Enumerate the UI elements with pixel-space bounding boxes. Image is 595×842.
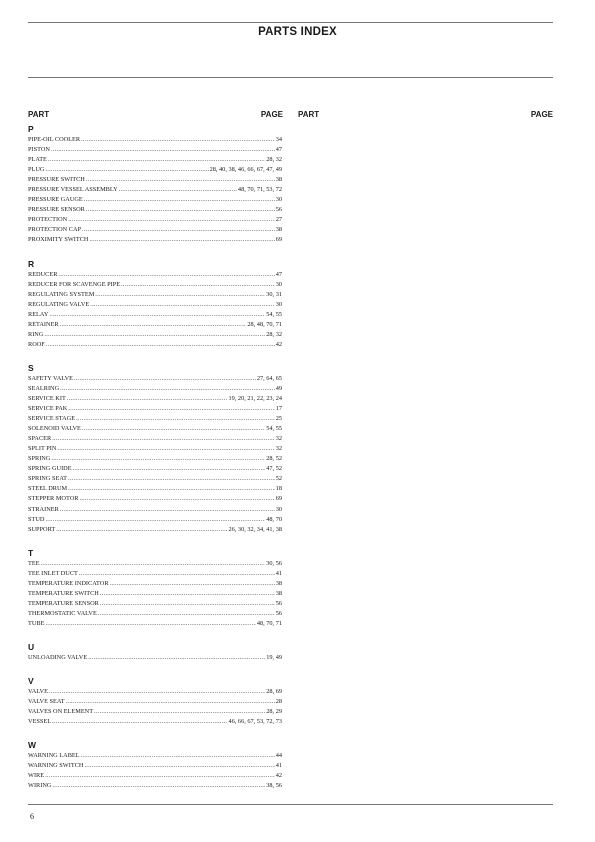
page-references: 49 xyxy=(275,384,282,392)
page-references: 32 xyxy=(275,445,282,453)
index-entry xyxy=(28,300,282,310)
footer-rule xyxy=(28,804,553,805)
page-references: 26, 30, 32, 34, 41, 38 xyxy=(228,525,282,533)
index-entry xyxy=(28,569,282,579)
part-name: REDUCER FOR SCAVENGE PIPE xyxy=(28,280,121,288)
dot-leader xyxy=(84,195,275,205)
part-name: SPRING SEAT xyxy=(28,475,68,483)
index-entry xyxy=(28,717,282,727)
index-entry xyxy=(28,697,282,707)
left-column-header xyxy=(28,110,283,119)
index-entry xyxy=(28,454,282,464)
part-name: VALVE xyxy=(28,688,48,696)
index-entry xyxy=(28,619,282,629)
index-entry xyxy=(28,155,282,165)
part-name: SUPPORT xyxy=(28,525,56,533)
index-entry xyxy=(28,464,282,474)
dot-leader xyxy=(49,687,265,697)
page-references: 56 xyxy=(275,609,282,617)
part-name: SEALRING xyxy=(28,384,60,392)
index-entry xyxy=(28,320,282,330)
part-name: WARNING LABEL xyxy=(28,752,80,760)
index-entry xyxy=(28,175,282,185)
dot-leader xyxy=(88,653,265,663)
page-number: 6 xyxy=(30,812,34,821)
dot-leader xyxy=(52,781,265,791)
index-entry xyxy=(28,474,282,484)
part-name: PLATE xyxy=(28,156,47,164)
index-entry xyxy=(28,280,282,290)
dot-leader xyxy=(67,394,228,404)
index-entry xyxy=(28,384,282,394)
index-entry xyxy=(28,707,282,717)
part-name: SERVICE STAGE xyxy=(28,415,76,423)
index-entry xyxy=(28,599,282,609)
dot-leader xyxy=(56,525,227,535)
index-entry xyxy=(28,444,282,454)
part-name: TEE xyxy=(28,559,40,567)
dot-leader xyxy=(84,761,274,771)
dot-leader xyxy=(81,135,275,145)
dot-leader xyxy=(73,464,266,474)
part-name: VALVES ON ELEMENT xyxy=(28,708,94,716)
dot-leader xyxy=(68,474,275,484)
page-references: 54, 55 xyxy=(266,425,282,433)
dot-leader xyxy=(86,205,275,215)
dot-leader xyxy=(76,414,275,424)
dot-leader xyxy=(48,155,265,165)
part-name: PRESSURE SENSOR xyxy=(28,206,85,214)
index-section-u xyxy=(28,642,282,663)
part-name: PRESSURE SWITCH xyxy=(28,176,85,184)
section-letter: P xyxy=(28,124,34,134)
page-references: 28 xyxy=(275,698,282,706)
part-name: STEEL DRUM xyxy=(28,485,68,493)
part-name: REGULATING VALVE xyxy=(28,300,90,308)
index-entry xyxy=(28,235,282,245)
index-entry xyxy=(28,205,282,215)
index-section-p xyxy=(28,124,282,246)
page-references: 30, 56 xyxy=(266,559,282,567)
part-name: PROTECTION CAP xyxy=(28,226,82,234)
dot-leader xyxy=(68,215,275,225)
dot-leader xyxy=(58,270,274,280)
header-bottom-rule xyxy=(28,77,553,78)
page-references: 56 xyxy=(275,206,282,214)
dot-leader xyxy=(86,175,275,185)
index-entry xyxy=(28,414,282,424)
dot-leader xyxy=(45,619,255,629)
section-letter: T xyxy=(28,547,34,558)
index-entry xyxy=(28,195,282,205)
part-name: TEMPERATURE SENSOR xyxy=(28,599,99,607)
index-entry xyxy=(28,310,282,320)
page-references: 44 xyxy=(275,752,282,760)
dot-leader xyxy=(60,505,275,515)
page-references: 52 xyxy=(275,475,282,483)
dot-leader xyxy=(74,374,256,384)
index-entry xyxy=(28,394,282,404)
page-references: 30 xyxy=(275,505,282,513)
index-entry xyxy=(28,771,282,781)
page-references: 47 xyxy=(275,146,282,154)
page-references: 25 xyxy=(275,415,282,423)
dot-leader xyxy=(119,185,237,195)
page-references: 48, 70, 71, 53, 72 xyxy=(237,186,282,194)
parts-index-list xyxy=(28,124,282,804)
page-references: 47 xyxy=(275,270,282,278)
dot-leader xyxy=(66,697,275,707)
index-entry xyxy=(28,290,282,300)
dot-leader xyxy=(45,515,265,525)
page-references: 42 xyxy=(275,340,282,348)
index-entry xyxy=(28,687,282,697)
part-name: WIRING xyxy=(28,782,52,790)
part-name: SPRING xyxy=(28,455,51,463)
part-name: STEPPER MOTOR xyxy=(28,495,79,503)
index-entry xyxy=(28,761,282,771)
index-entry xyxy=(28,145,282,155)
dot-leader xyxy=(90,300,274,310)
part-name: PRESSURE VESSEL ASSEMBLY xyxy=(28,186,118,194)
dot-leader xyxy=(82,424,265,434)
part-name: THERMOSTATIC VALVE xyxy=(28,609,97,617)
page-title: PARTS INDEX xyxy=(258,26,337,38)
index-entry xyxy=(28,525,282,535)
part-name: SOLENOID VALVE xyxy=(28,425,81,433)
dot-leader xyxy=(110,579,275,589)
index-entry xyxy=(28,374,282,384)
part-name: REGULATING SYSTEM xyxy=(28,290,95,298)
page-references: 27, 64, 65 xyxy=(256,374,282,382)
page-references: 28, 32 xyxy=(266,330,282,338)
index-entry xyxy=(28,165,282,175)
part-name: SPACER xyxy=(28,435,52,443)
page-references: 18 xyxy=(275,485,282,493)
part-name: SPLIT PIN xyxy=(28,445,57,453)
part-name: SERVICE KIT xyxy=(28,394,66,402)
dot-leader xyxy=(95,290,265,300)
index-entry xyxy=(28,751,282,761)
page-references: 42 xyxy=(275,772,282,780)
dot-leader xyxy=(52,717,227,727)
page-references: 28, 29 xyxy=(266,708,282,716)
page-references: 38, 56 xyxy=(266,782,282,790)
dot-leader xyxy=(100,589,275,599)
index-section-t xyxy=(28,548,282,629)
index-entry xyxy=(28,434,282,444)
dot-leader xyxy=(60,384,275,394)
dot-leader xyxy=(49,310,265,320)
index-section-v xyxy=(28,676,282,727)
section-letter: V xyxy=(28,676,34,687)
page-references: 38 xyxy=(275,176,282,184)
index-section-r xyxy=(28,259,282,350)
dot-leader xyxy=(81,751,275,761)
part-name: TEMPERATURE SWITCH xyxy=(28,589,99,597)
dot-leader xyxy=(60,320,247,330)
index-entry xyxy=(28,653,282,663)
page-references: 56 xyxy=(275,599,282,607)
part-name: SAFETY VALVE xyxy=(28,374,73,382)
right-column-header xyxy=(298,110,553,119)
part-name: REDUCER xyxy=(28,270,58,278)
page-references: 48, 70, 71 xyxy=(256,619,282,627)
dot-leader xyxy=(79,494,274,504)
dot-leader xyxy=(51,145,275,155)
part-column-label: PART xyxy=(28,110,50,119)
page-references: 41 xyxy=(275,762,282,770)
dot-leader xyxy=(79,569,275,579)
index-entry xyxy=(28,404,282,414)
page-references: 30 xyxy=(275,196,282,204)
index-entry xyxy=(28,589,282,599)
dot-leader xyxy=(121,280,275,290)
index-entry xyxy=(28,270,282,280)
page-references: 38 xyxy=(275,579,282,587)
index-entry xyxy=(28,559,282,569)
part-name: TUBE xyxy=(28,619,45,627)
part-name: VALVE SEAT xyxy=(28,698,65,706)
dot-leader xyxy=(45,165,208,175)
page-references: 69 xyxy=(275,495,282,503)
page-references: 41 xyxy=(275,569,282,577)
part-name: PISTON xyxy=(28,146,50,154)
part-name: WARNING SWITCH xyxy=(28,762,84,770)
section-letter: W xyxy=(28,740,37,751)
index-entry xyxy=(28,494,282,504)
page-references: 32 xyxy=(275,435,282,443)
page-references: 28, 32 xyxy=(266,156,282,164)
page-references: 28, 40, 38, 46, 66, 67, 47, 49 xyxy=(209,166,282,174)
page-references: 46, 66, 67, 53, 72, 73 xyxy=(228,718,282,726)
index-entry xyxy=(28,225,282,235)
dot-leader xyxy=(51,454,265,464)
part-name: PROTECTION xyxy=(28,216,68,224)
index-entry xyxy=(28,215,282,225)
page-references: 30 xyxy=(275,300,282,308)
part-name: RETAINER xyxy=(28,320,59,328)
dot-leader xyxy=(68,484,275,494)
dot-leader xyxy=(100,599,275,609)
page-references: 30, 31 xyxy=(266,290,282,298)
dot-leader xyxy=(57,444,274,454)
index-entry xyxy=(28,484,282,494)
page-references: 17 xyxy=(275,405,282,413)
part-name: STRAINER xyxy=(28,505,59,513)
part-name: RING xyxy=(28,330,44,338)
page-column-label: PAGE xyxy=(530,110,553,119)
index-entry xyxy=(28,135,282,145)
page-column-label: PAGE xyxy=(260,110,283,119)
part-name: STUD xyxy=(28,515,45,523)
page-references: 19, 49 xyxy=(266,653,282,661)
index-entry xyxy=(28,579,282,589)
index-section-w xyxy=(28,740,282,791)
section-letter: U xyxy=(28,641,35,652)
section-letter: S xyxy=(28,362,34,373)
page-references: 38 xyxy=(275,589,282,597)
page-references: 19, 20, 21, 22, 23, 24 xyxy=(228,394,282,402)
part-name: PLUG xyxy=(28,166,45,174)
index-entry xyxy=(28,340,282,350)
part-name: SERVICE PAK xyxy=(28,405,68,413)
page-references: 28, 69 xyxy=(266,688,282,696)
dot-leader xyxy=(82,225,275,235)
dot-leader xyxy=(68,404,274,414)
part-name: ROOF xyxy=(28,340,45,348)
part-name: SPRING GUIDE xyxy=(28,465,72,473)
page-references: 54, 55 xyxy=(266,310,282,318)
page-references: 69 xyxy=(275,236,282,244)
page-references: 34 xyxy=(275,136,282,143)
dot-leader xyxy=(52,434,274,444)
index-entry xyxy=(28,505,282,515)
part-name: TEE INLET DUCT xyxy=(28,569,78,577)
index-entry xyxy=(28,185,282,195)
dot-leader xyxy=(98,609,275,619)
part-name: PIPE-OIL COOLER xyxy=(28,136,81,143)
part-name: TEMPERATURE INDICATOR xyxy=(28,579,109,587)
page-references: 28, 48, 70, 71 xyxy=(247,320,282,328)
dot-leader xyxy=(45,771,275,781)
dot-leader xyxy=(94,707,265,717)
index-entry xyxy=(28,781,282,791)
part-name: VESSEL xyxy=(28,718,52,726)
index-entry xyxy=(28,609,282,619)
part-column-label: PART xyxy=(298,110,320,119)
index-entry xyxy=(28,330,282,340)
part-name: WIRE xyxy=(28,772,45,780)
index-entry xyxy=(28,515,282,525)
page-references: 30 xyxy=(275,280,282,288)
part-name: RELAY xyxy=(28,310,49,318)
index-section-s xyxy=(28,363,282,535)
page-references: 48, 70 xyxy=(266,515,282,523)
part-name: PRESSURE GAUGE xyxy=(28,196,83,204)
top-rule xyxy=(28,22,553,23)
page-references: 47, 52 xyxy=(266,465,282,473)
dot-leader xyxy=(46,340,275,350)
page-references: 38 xyxy=(275,226,282,234)
dot-leader xyxy=(44,330,265,340)
dot-leader xyxy=(41,559,266,569)
part-name: UNLOADING VALVE xyxy=(28,653,88,661)
page-references: 27 xyxy=(275,216,282,224)
page-references: 28, 52 xyxy=(266,455,282,463)
dot-leader xyxy=(89,235,274,245)
index-entry xyxy=(28,424,282,434)
section-letter: R xyxy=(28,258,35,269)
part-name: PROXIMITY SWITCH xyxy=(28,236,89,244)
